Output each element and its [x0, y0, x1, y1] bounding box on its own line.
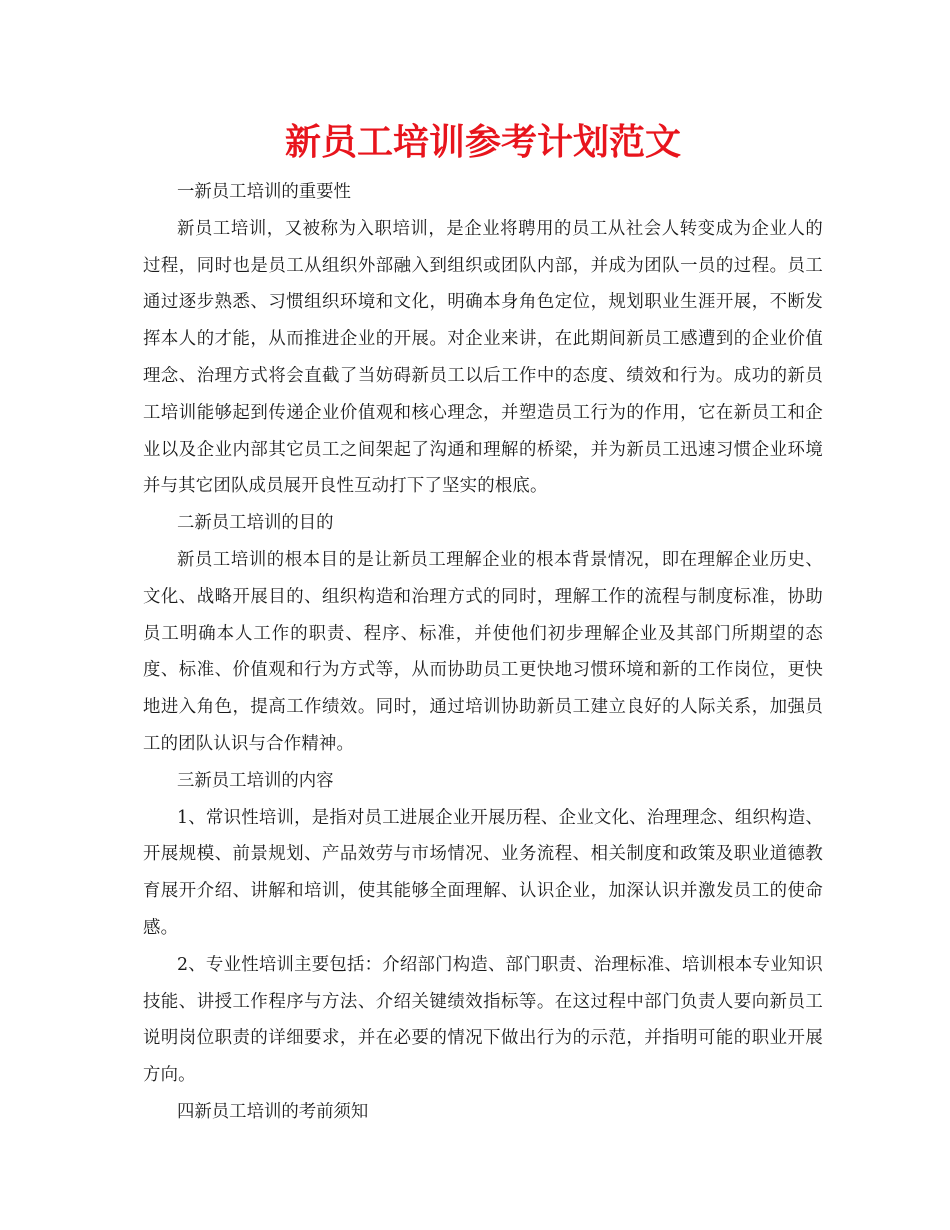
section-paragraph: 2、专业性培训主要包括：介绍部门构造、部门职责、治理标准、培训根本专业知识技能、讲授工作程序与方法、介绍关键绩效指标等。在这过程中部门负责人要向新员工说明岗位职责的详细要求，并在必要的情况下做出行为的示范，并指明可能的职业开展方向。 — [143, 954, 823, 1086]
section-importance — [143, 174, 823, 505]
document-page — [143, 118, 823, 1131]
section-paragraph: 1、常识性培训，是指对员工进展企业开展历程、企业文化、治理理念、组织构造、开展规模、前景规划、产品效劳与市场情况、业务流程、相关制度和政策及职业道德教育展开介绍、讲解和培训，使其能够全面理解、认识企业，加深认识并激发员工的使命感。 — [143, 807, 823, 938]
section-paragraph: 新员工培训，又被称为入职培训，是企业将聘用的员工从社会人转变成为企业人的过程，同时也是员工从组织外部融入到组织或团队内部，并成为团队一员的过程。员工通过逐步熟悉、习惯组织环境和文化，明确本身角色定位，规划职业生涯开展，不断发挥本人的才能，从而推进企业的开展。对企业来讲，在此期间新员工感遭到的企业价值理念、治理方式将会直截了当妨碍新员工以后工作中的态度、绩效和行为。成功的新员工培训能够起到传递企业价值观和核心理念，并塑造员工行为的作用，它在新员工和企业以及企业内部其它员工之间架起了沟通和理解的桥梁，并为新员工迅速习惯企业环境并与其它团队成员展开良性互动打下了坚实的根底。 — [143, 218, 823, 497]
section-heading: 一新员工培训的重要性 — [177, 182, 351, 202]
section-content — [143, 763, 823, 1094]
section-notes — [143, 1094, 823, 1131]
section-heading: 三新员工培训的内容 — [177, 770, 334, 791]
section-purpose — [143, 505, 823, 763]
section-paragraph: 新员工培训的根本目的是让新员工理解企业的根本背景情况，即在理解企业历史、文化、战略开展目的、组织构造和治理方式的同时，理解工作的流程与制度标准，协助员工明确本人工作的职责、程序、标准，并使他们初步理解企业及其部门所期望的态度、标准、价值观和行为方式等，从而协助员工更快地习惯环境和新的工作岗位，更快地进入角色，提高工作绩效。同时，通过培训协助新员工建立良好的人际关系，加强员工的团队认识与合作精神。 — [143, 549, 823, 754]
section-heading: 四新员工培训的考前须知 — [177, 1101, 369, 1122]
document-title: 新员工培训参考计划范文 — [284, 122, 681, 163]
section-heading: 二新员工培训的目的 — [177, 513, 334, 534]
